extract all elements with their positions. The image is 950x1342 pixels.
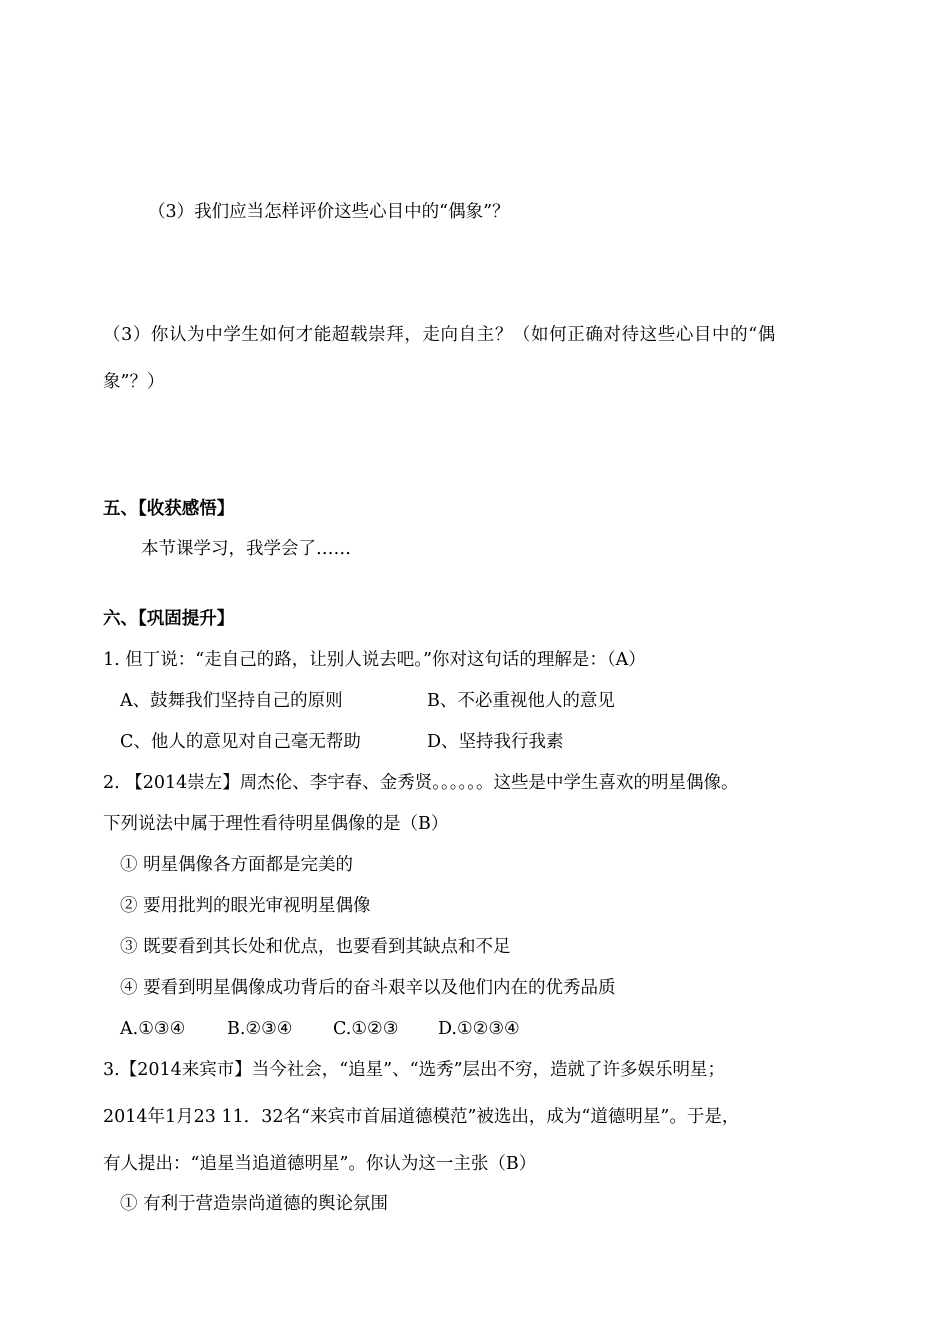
- q3-stem-line1: 3.【2014来宾市】当今社会，“追星”、“选秀”层出不穷，造就了许多娱乐明星；: [103, 1060, 726, 1080]
- section-5-prompt: 本节课学习，我学会了……: [141, 539, 351, 559]
- q1-stem: 1. 但丁说：“走自己的路，让别人说去吧。”你对这句话的理解是：（A）: [103, 650, 646, 670]
- q2-option-b: B.②③④: [227, 1019, 293, 1039]
- q1-option-d: D、坚持我行我素: [427, 732, 564, 752]
- question-3-surpass-worship-line2: 象”？）: [103, 372, 165, 392]
- q2-option-d: D.①②③④: [438, 1019, 520, 1039]
- q1-option-a: A、鼓舞我们坚持自己的原则: [120, 691, 343, 711]
- q1-option-b: B、不必重视他人的意见: [427, 691, 615, 711]
- q3-stem-line2: 2014年1月23 11．32名“来宾市首届道德模范”被选出，成为“道德明星”。于是，: [103, 1107, 740, 1127]
- q2-statement-3: ③ 既要看到其长处和优点，也要看到其缺点和不足: [120, 937, 511, 957]
- q2-statement-1: ① 明星偶像各方面都是完美的: [120, 855, 354, 875]
- q2-option-c: C.①②③: [333, 1019, 399, 1039]
- q2-option-a: A.①③④: [120, 1019, 186, 1039]
- q2-stem-line1: 2. 【2014崇左】周杰伦、李宇春、金秀贤。。。。。。这些是中学生喜欢的明星偶像。: [103, 773, 739, 793]
- q2-statement-4: ④ 要看到明星偶像成功背后的奋斗艰辛以及他们内在的优秀品质: [120, 978, 616, 998]
- q3-stem-line3: 有人提出：“追星当追道德明星”。你认为这一主张（B）: [103, 1154, 537, 1174]
- question-3-evaluate-idols: （3）我们应当怎样评价这些心目中的“偶象”？: [148, 202, 510, 222]
- q2-statement-2: ② 要用批判的眼光审视明星偶像: [120, 896, 371, 916]
- q2-stem-line2: 下列说法中属于理性看待明星偶像的是（B）: [103, 814, 449, 834]
- q3-statement-1: ① 有利于营造崇尚道德的舆论氛围: [120, 1194, 389, 1214]
- section-5-heading: 五、【收获感悟】: [103, 499, 235, 519]
- section-6-heading: 六、【巩固提升】: [103, 609, 235, 629]
- q1-option-c: C、他人的意见对自己毫无帮助: [120, 732, 361, 752]
- question-3-surpass-worship-line1: （3）你认为中学生如何才能超载崇拜，走向自主？（如何正确对待这些心目中的“偶: [103, 325, 776, 345]
